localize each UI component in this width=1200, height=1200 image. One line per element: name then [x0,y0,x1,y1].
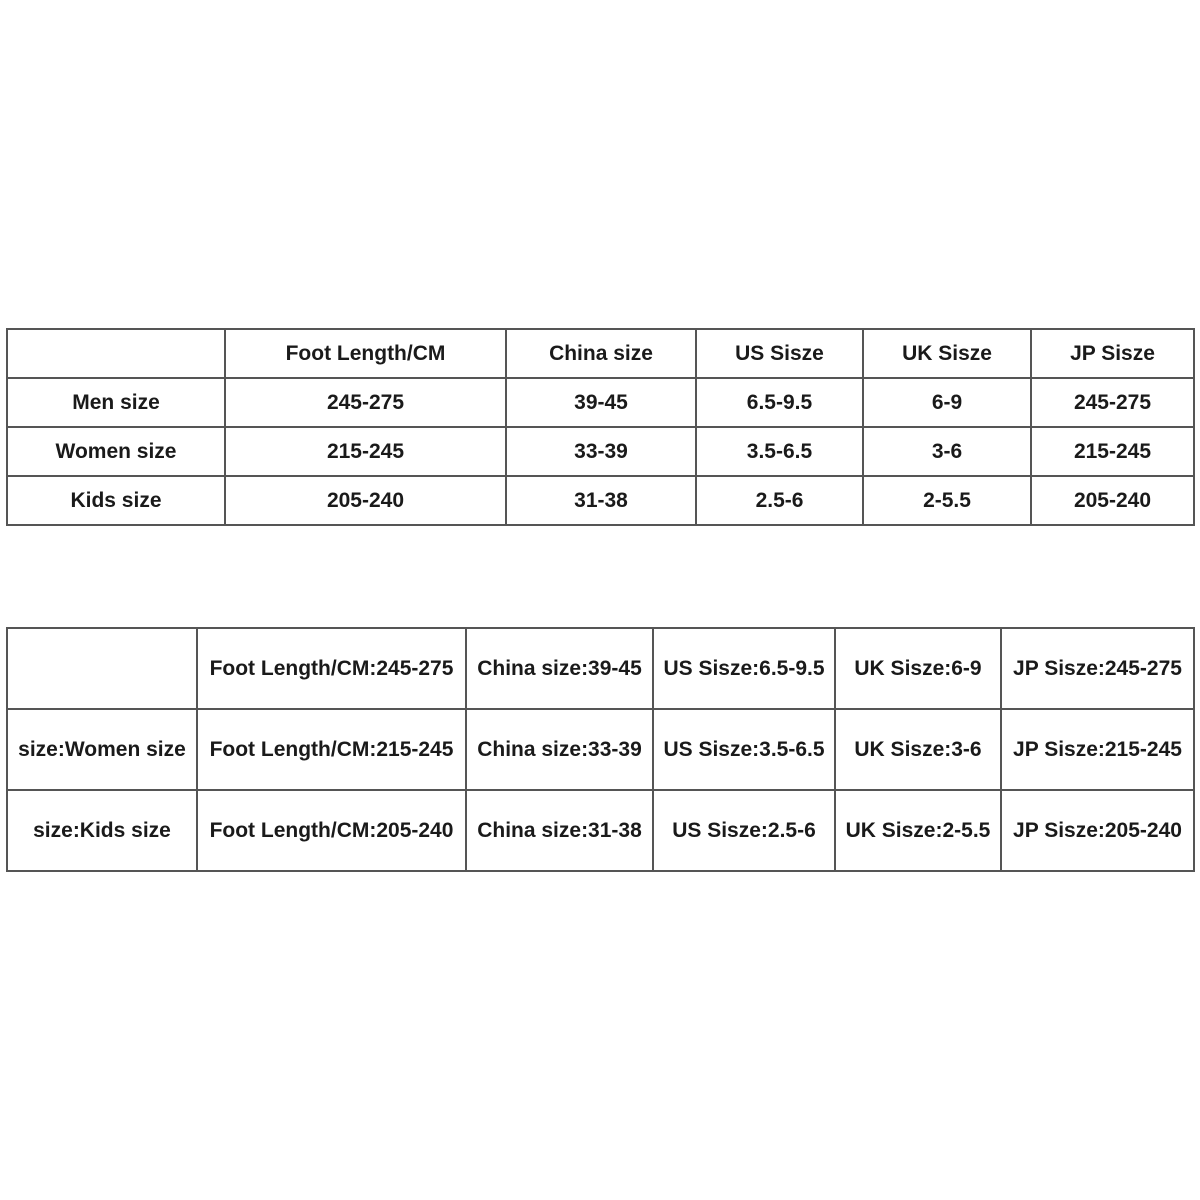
table-cell: 3.5-6.5 [696,427,863,476]
row-label: size:Kids size [7,790,197,871]
table-cell: Foot Length/CM:245-275 [197,628,466,709]
table-cell: 39-45 [506,378,696,427]
table-cell: Foot Length/CM:215-245 [197,709,466,790]
header-us-size: US Sisze [696,329,863,378]
table-cell: US Sisze:6.5-9.5 [653,628,835,709]
table-cell: China size:39-45 [466,628,653,709]
table-cell: UK Sisze:3-6 [835,709,1001,790]
size-chart-table [6,328,1195,526]
table-cell: 205-240 [1031,476,1194,525]
table-cell: 31-38 [506,476,696,525]
table-header-row [7,329,1194,378]
header-foot-length: Foot Length/CM [225,329,506,378]
table-cell: UK Sisze:2-5.5 [835,790,1001,871]
table-cell: JP Sisze:205-240 [1001,790,1194,871]
table-cell: US Sisze:2.5-6 [653,790,835,871]
table-cell: China size:33-39 [466,709,653,790]
size-detail-table [6,627,1195,872]
table-row-women [7,427,1194,476]
table-row-women [7,709,1194,790]
header-uk-size: UK Sisze [863,329,1031,378]
row-label [7,628,197,709]
row-label: Women size [7,427,225,476]
table-row-kids [7,790,1194,871]
header-jp-size: JP Sisze [1031,329,1194,378]
table-row-kids [7,476,1194,525]
table-cell: 2-5.5 [863,476,1031,525]
table-cell: 6.5-9.5 [696,378,863,427]
table-cell: Foot Length/CM:205-240 [197,790,466,871]
table-cell: US Sisze:3.5-6.5 [653,709,835,790]
row-label: Kids size [7,476,225,525]
table-cell: JP Sisze:245-275 [1001,628,1194,709]
table-cell: 6-9 [863,378,1031,427]
table-row-men [7,378,1194,427]
table-cell: 245-275 [225,378,506,427]
table-cell: 33-39 [506,427,696,476]
header-cell-empty [7,329,225,378]
row-label: size:Women size [7,709,197,790]
table-cell: 215-245 [225,427,506,476]
table-row-men [7,628,1194,709]
table-cell: 205-240 [225,476,506,525]
table-cell: 215-245 [1031,427,1194,476]
table-cell: 3-6 [863,427,1031,476]
table-cell: JP Sisze:215-245 [1001,709,1194,790]
table-cell: UK Sisze:6-9 [835,628,1001,709]
header-china-size: China size [506,329,696,378]
row-label: Men size [7,378,225,427]
table-cell: 2.5-6 [696,476,863,525]
table-cell: China size:31-38 [466,790,653,871]
table-cell: 245-275 [1031,378,1194,427]
